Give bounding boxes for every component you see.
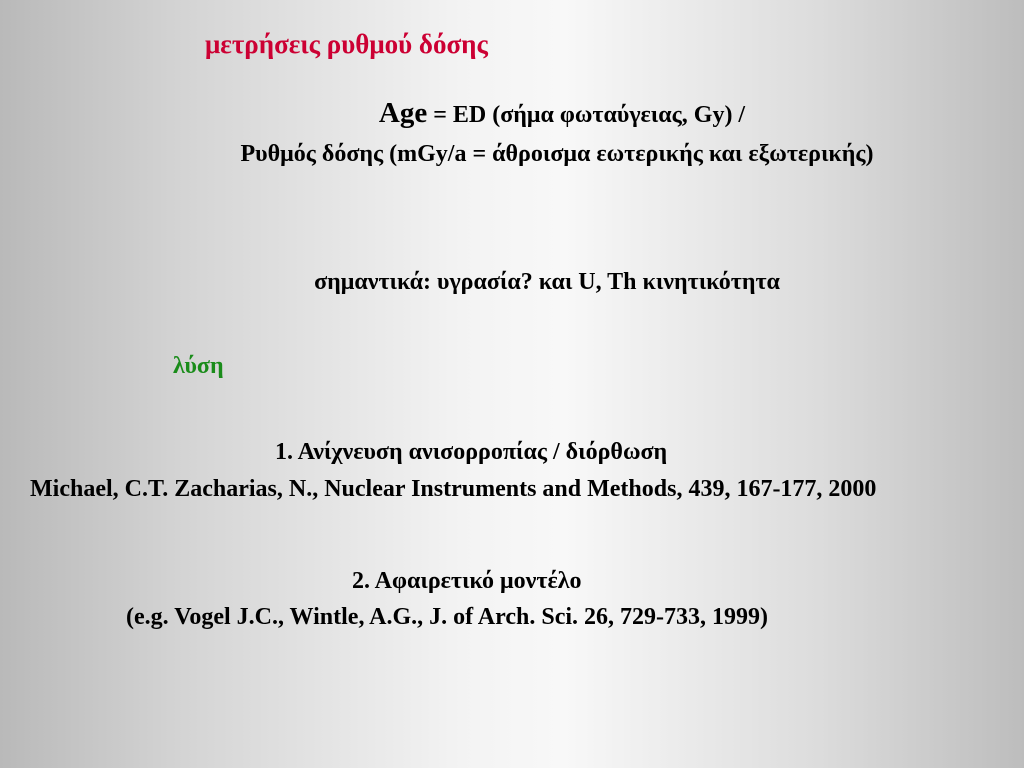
age-formula-rest: = ED (σήμα φωταύγειας, Gy) / (427, 102, 746, 128)
age-term: Age (378, 97, 428, 129)
item-heading-1: 1. Ανίχνευση ανισορροπίας / διόρθωση (275, 439, 668, 465)
slide-title: μετρήσεις ρυθμού δόσης (205, 29, 488, 59)
item-heading-2: 2. Αφαιρετικό μοντέλο (352, 568, 582, 594)
solution-label: λύση (173, 353, 224, 379)
important-note: σημαντικά: υγρασία? και U, Th κινητικότητα (314, 269, 780, 295)
item-reference-1: Michael, C.T. Zacharias, N., Nuclear Instruments and Methods, 439, 167-177, 2000 (30, 476, 877, 502)
item-reference-2: (e.g. Vogel J.C., Wintle, A.G., J. of Arch. Sci. 26, 729-733, 1999) (126, 604, 768, 630)
age-formula-line-2: Ρυθμός δόσης (mGy/a = άθροισμα εωτερικής και εξωτερικής) (240, 141, 874, 167)
age-formula-line-1 (50, 99, 1024, 128)
